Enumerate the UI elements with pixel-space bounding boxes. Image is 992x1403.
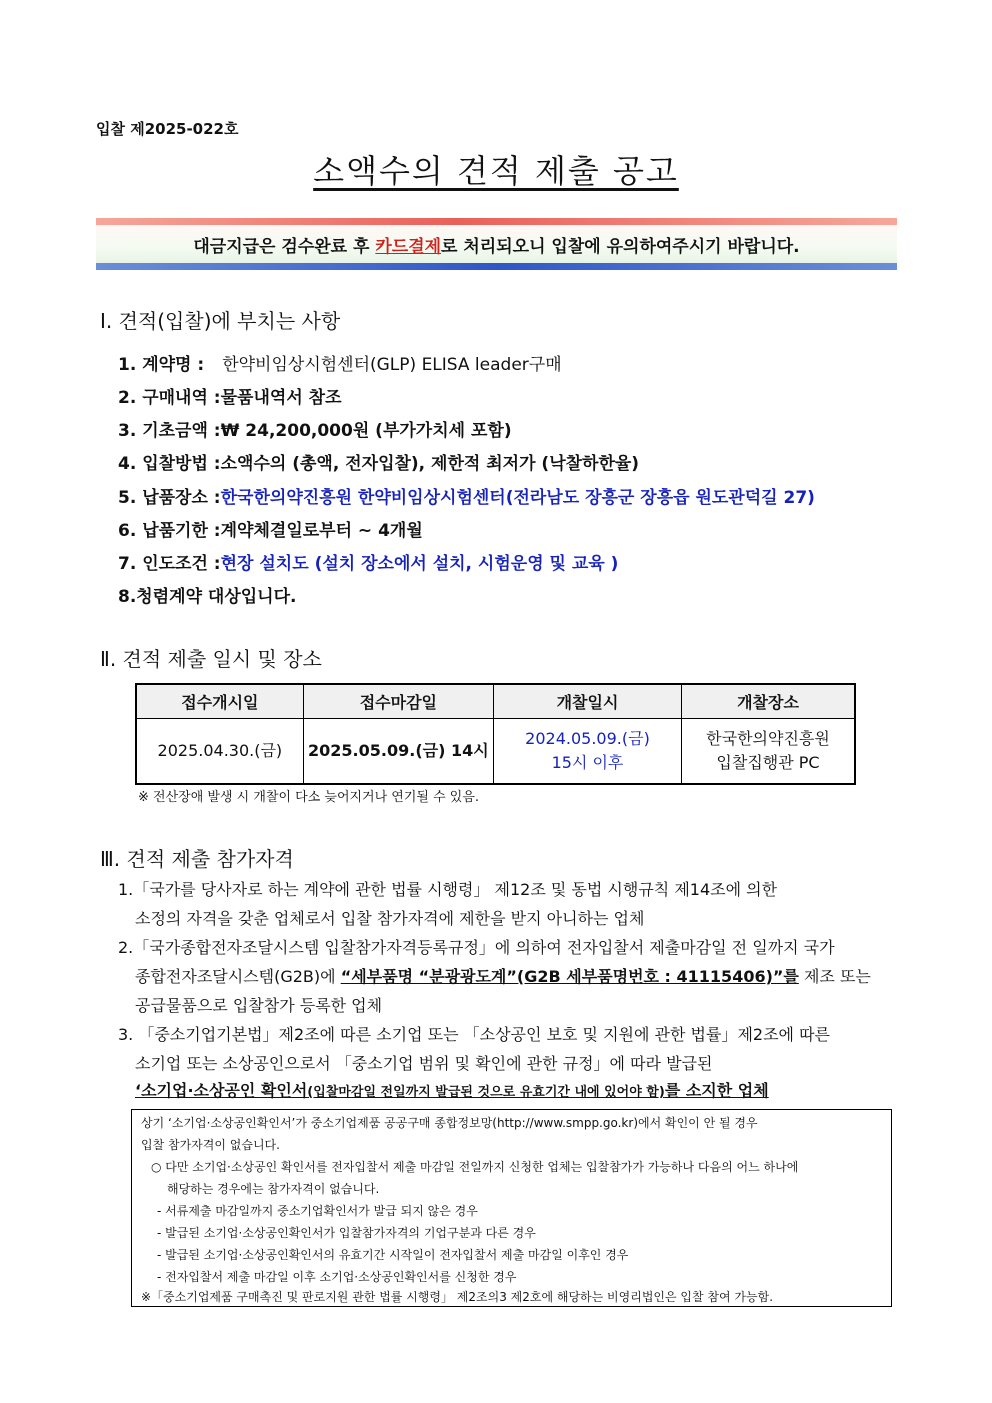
item-label: 6. 납품기한 : bbox=[118, 521, 221, 541]
qualification-1-line2: 소정의 자격을 갖춘 업체로서 입찰 참가자격에 제한을 받지 아니하는 업체 bbox=[135, 909, 645, 928]
item-purchase-detail bbox=[118, 383, 342, 408]
q2-text-pre: 종합전자조달시스템(G2B)에 bbox=[135, 967, 341, 986]
outage-note: ※ 전산장애 발생 시 개찰이 다소 늦어지거나 연기될 수 있음. bbox=[138, 790, 480, 805]
item-delivery-deadline bbox=[118, 516, 423, 541]
item-value: 현장 설치도 (설치 장소에서 설치, 시험운영 및 교육 ) bbox=[220, 554, 619, 574]
bid-number: 입찰 제2025-022호 bbox=[96, 120, 239, 138]
item-value: 청렴계약 대상입니다. bbox=[136, 587, 297, 607]
col-header-deadline: 접수마감일 bbox=[303, 684, 493, 719]
cell-place bbox=[682, 719, 856, 785]
q3-cert-suffix: 를 소지한 업체 bbox=[664, 1081, 769, 1100]
notice-line: 해당하는 경우에는 참가자격이 없습니다. bbox=[167, 1182, 380, 1196]
item-value: 소액수의 (총액, 전자입찰), 제한적 최저가 (낙찰하한율) bbox=[220, 454, 640, 474]
section3-heading: Ⅲ. 견적 제출 참가자격 bbox=[100, 847, 294, 871]
place-org: 한국한의약진흥원 bbox=[706, 729, 830, 748]
item-label: 3. 기초금액 : bbox=[118, 421, 221, 441]
col-header-opening: 개찰일시 bbox=[494, 684, 682, 719]
q2-text-post: 제조 또는 bbox=[798, 967, 871, 986]
item-label: 5. 납품장소 : bbox=[118, 488, 221, 508]
col-header-start: 접수개시일 bbox=[136, 684, 303, 719]
q3-cert-condition: (입찰마감일 전일까지 발급된 것으로 유효기간 내에 있어야 함) bbox=[307, 1085, 665, 1100]
notice-line: - 전자입찰서 제출 마감일 이후 소기업·소상공인확인서를 신청한 경우 bbox=[157, 1270, 517, 1284]
item-label: 1. 계약명 : bbox=[118, 355, 205, 375]
item-label: 2. 구매내역 : bbox=[118, 388, 221, 408]
place-pc: 입찰집행관 PC bbox=[716, 753, 820, 772]
qualification-2-line2 bbox=[135, 964, 871, 987]
notice-line: 상기 ‘소기업·소상공인확인서’가 중소기업제품 공공구매 종합정보망(http://www.smpp.go.kr)에서 확인이 안 될 경우 bbox=[141, 1116, 758, 1130]
banner-text-post: 로 처리되오니 입찰에 유의하여주시기 바랍니다. bbox=[441, 237, 800, 257]
notice-line: - 발급된 소기업·소상공인확인서가 입찰참가자격의 기업구분과 다른 경우 bbox=[157, 1226, 536, 1240]
item-value: 한약비임상시험센터(GLP) ELISA leader구매 bbox=[222, 355, 562, 375]
item-base-amount bbox=[118, 416, 512, 441]
qualification-3-line3 bbox=[135, 1078, 769, 1101]
q2-product-code: “세부품명 “분광광도계”(G2B 세부품명번호 : 41115406)”를 bbox=[340, 967, 799, 986]
section1-heading: Ⅰ. 견적(입찰)에 부치는 사항 bbox=[100, 309, 341, 333]
banner-top-stripe bbox=[96, 218, 897, 225]
qualification-3-line2: 소기업 또는 소상공인으로서 「중소기업 범위 및 확인에 관한 규정」에 따라 발급된 bbox=[135, 1054, 713, 1073]
banner-bottom-stripe bbox=[96, 263, 897, 270]
item-value: ₩ 24,200,000원 (부가가치세 포함) bbox=[220, 421, 512, 441]
item-integrity-contract bbox=[118, 582, 296, 607]
notice-box bbox=[131, 1109, 892, 1307]
item-value: 한국한의약진흥원 한약비임상시험센터(전라남도 장흥군 장흥읍 원도관덕길 27) bbox=[220, 488, 815, 508]
table-header-row bbox=[136, 684, 855, 719]
opening-time: 15시 이후 bbox=[551, 753, 624, 772]
item-delivery-place bbox=[118, 483, 815, 508]
table-row bbox=[136, 719, 855, 785]
schedule-table bbox=[135, 683, 856, 785]
notice-line: ○ 다만 소기업·소상공인 확인서를 전자입찰서 제출 마감일 전일까지 신청한 업체는 입찰참가가 가능하나 다음의 어느 하나에 bbox=[151, 1160, 799, 1174]
qualification-1-line1: 1.「국가를 당사자로 하는 계약에 관한 법률 시행령」 제12조 및 동법 시행규칙 제14조에 의한 bbox=[118, 880, 778, 899]
qualification-3-line1: 3. 「중소기업기본법」제2조에 따른 소기업 또는 「소상공인 보호 및 지원에 관한 법률」제2조에 따른 bbox=[118, 1025, 830, 1044]
notice-line: - 서류제출 마감일까지 중소기업확인서가 발급 되지 않은 경우 bbox=[157, 1204, 478, 1218]
qualification-2-line1: 2.「국가종합전자조달시스템 입찰참가자격등록규정」에 의하여 전자입찰서 제출마감일 전 일까지 국가 bbox=[118, 938, 835, 957]
item-label: 8. bbox=[118, 587, 137, 607]
payment-banner bbox=[96, 218, 897, 270]
section2-heading: Ⅱ. 견적 제출 일시 및 장소 bbox=[100, 647, 322, 671]
notice-line: - 발급된 소기업·소상공인확인서의 유효기간 시작일이 전자입찰서 제출 마감일 이후인 경우 bbox=[157, 1248, 629, 1262]
item-value: 계약체결일로부터 ~ 4개월 bbox=[220, 521, 423, 541]
item-delivery-terms bbox=[118, 549, 618, 574]
cell-deadline: 2025.05.09.(금) 14시 bbox=[303, 719, 493, 785]
item-bid-method bbox=[118, 449, 639, 474]
item-contract-name bbox=[118, 350, 562, 375]
col-header-place: 개찰장소 bbox=[682, 684, 856, 719]
item-label: 4. 입찰방법 : bbox=[118, 454, 221, 474]
q3-cert-name: ‘소기업·소상공인 확인서 bbox=[135, 1081, 308, 1100]
title-text: 소액수의 견적 제출 공고 bbox=[313, 152, 679, 190]
document-title bbox=[0, 146, 992, 192]
item-label: 7. 인도조건 : bbox=[118, 554, 221, 574]
notice-line: 입찰 참가자격이 없습니다. bbox=[141, 1138, 280, 1152]
cell-opening bbox=[494, 719, 682, 785]
opening-date: 2024.05.09.(금) bbox=[525, 729, 650, 748]
notice-line: ※「중소기업제품 구매촉진 및 판로지원 관한 법률 시행령」 제2조의3 제2호에 해당하는 비영리법인은 입찰 참여 가능함. bbox=[141, 1290, 774, 1304]
qualification-2-line3: 공급물품으로 입찰참가 등록한 업체 bbox=[135, 996, 383, 1015]
banner-highlight: 카드결제 bbox=[375, 237, 442, 257]
cell-start: 2025.04.30.(금) bbox=[136, 719, 303, 785]
item-value: 물품내역서 참조 bbox=[220, 388, 342, 408]
banner-text-pre: 대금지급은 검수완료 후 bbox=[193, 237, 376, 257]
banner-text bbox=[96, 232, 897, 257]
